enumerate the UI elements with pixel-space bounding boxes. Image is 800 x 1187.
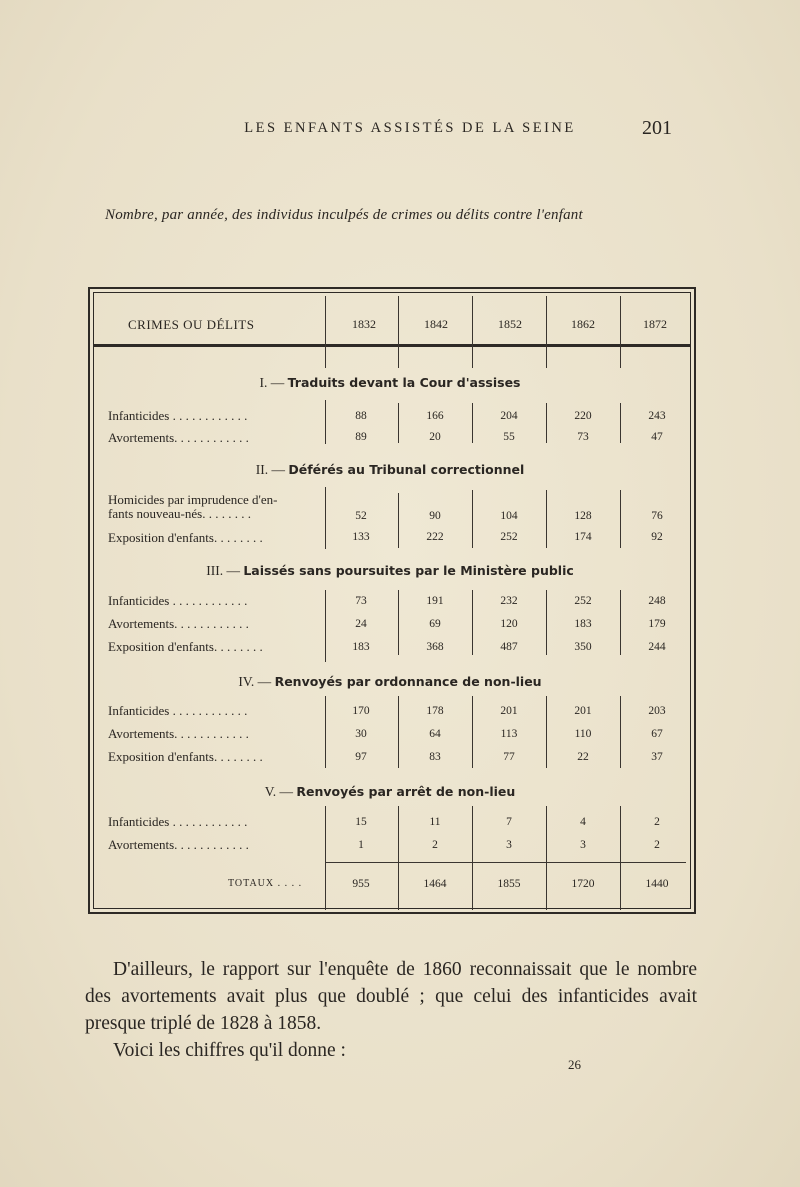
total-cell: 1855 [497,878,521,890]
header-year-1862: 1862 [571,317,595,331]
row-label-avortements-3: Avortements. . . . . . . . . . . . [108,616,249,631]
paragraph-rapport-enquete: D'ailleurs, le rapport sur l'enquête de 1860 reconnaissait que le nombre des avortements avait plus que doublé ; que celui des infanticides avait presque triplé de 1828 à 1858. [85,959,697,1034]
cell: 128 [574,510,592,522]
header-year-1852: 1852 [498,317,522,331]
cell: 97 [355,751,367,763]
cell: 243 [648,410,666,422]
cell: 104 [500,510,518,522]
row-label-homicides-line1: Homicides par imprudence d'en- [108,492,278,507]
cell: 2 [654,816,660,828]
cell: 170 [352,705,370,717]
cell: 76 [651,510,663,522]
cell: 73 [577,431,589,443]
header-year-1832: 1832 [352,317,376,331]
row-label-exposition-3: Exposition d'enfants. . . . . . . . [108,639,263,654]
page-number: 201 [642,117,672,139]
cell: 244 [648,641,666,653]
row-label-infanticides-1: Infanticides . . . . . . . . . . . . [108,408,248,423]
cell: 252 [574,595,592,607]
header-rule [94,344,690,347]
row-label-homicides: fants nouveau-nés. . . . . . . . [108,506,251,521]
cell: 350 [574,641,592,653]
row-label-infanticides-4: Infanticides . . . . . . . . . . . . [108,703,248,718]
total-cell: 1720 [571,878,595,890]
cell: 191 [426,595,444,607]
table-caption: Nombre, par année, des individus inculpés de crimes ou délits contre l'enfant [105,207,583,223]
cell: 183 [574,618,592,630]
cell: 4 [580,816,586,828]
cell: 248 [648,595,666,607]
cell: 92 [651,531,663,543]
cell: 201 [500,705,518,717]
cell: 47 [651,431,663,443]
header-year-1872: 1872 [643,317,667,331]
cell: 30 [355,728,367,740]
cell: 166 [426,410,444,422]
cell: 232 [500,595,518,607]
row-label-exposition-2: Exposition d'enfants. . . . . . . . [108,530,263,545]
cell: 220 [574,410,592,422]
header-year-1842: 1842 [424,317,448,331]
cell: 88 [355,410,367,422]
total-cell: 1440 [645,878,669,890]
cell: 69 [429,618,441,630]
cell: 2 [432,839,438,851]
cell: 15 [355,816,367,828]
cell: 120 [500,618,518,630]
cell: 24 [355,618,367,630]
cell: 368 [426,641,444,653]
cell: 11 [429,816,441,828]
section-title-laisses-sans-poursuites: III. — Laissés sans poursuites par le Ministère public [206,563,574,578]
running-head: LES ENFANTS ASSISTÉS DE LA SEINE [244,120,576,136]
cell: 201 [574,705,592,717]
section-title-ordonnance-non-lieu: IV. — Renvoyés par ordonnance de non-lieu [238,674,542,689]
cell: 1 [358,839,364,851]
cell: 55 [503,431,515,443]
cell: 64 [429,728,441,740]
cell: 3 [580,839,586,851]
cell: 203 [648,705,666,717]
cell: 183 [352,641,370,653]
cell: 487 [500,641,518,653]
row-label-infanticides-3: Infanticides . . . . . . . . . . . . [108,593,248,608]
section-title-cour-assises: I. — Traduits devant la Cour d'assises [259,375,521,390]
signature-mark: 26 [568,1057,581,1072]
totals-label: TOTAUX . . . . [228,878,303,889]
row-label-infanticides-5: Infanticides . . . . . . . . . . . . [108,814,248,829]
cell: 179 [648,618,666,630]
cell: 222 [426,531,444,543]
cell: 204 [500,410,518,422]
total-cell: 1464 [423,878,447,890]
cell: 113 [500,728,518,740]
cell: 178 [426,705,444,717]
total-cell: 955 [352,878,370,890]
paragraph-voici-les-chiffres: Voici les chiffres qu'il donne : [113,1040,346,1061]
cell: 174 [574,531,592,543]
row-label-exposition-4: Exposition d'enfants. . . . . . . . [108,749,263,764]
cell: 252 [500,531,518,543]
cell: 133 [352,531,370,543]
row-label-avortements-4: Avortements. . . . . . . . . . . . [108,726,249,741]
header-crimes-ou-delits: CRIMES OU DÉLITS [128,317,255,332]
cell: 37 [651,751,663,763]
cell: 22 [577,751,589,763]
cell: 89 [355,431,367,443]
cell: 83 [429,751,441,763]
row-label-avortements-1: Avortements. . . . . . . . . . . . [108,430,249,445]
cell: 7 [506,816,512,828]
cell: 3 [506,839,512,851]
cell: 90 [429,510,441,522]
cell: 73 [355,595,367,607]
cell: 110 [574,728,592,740]
cell: 67 [651,728,663,740]
cell: 2 [654,839,660,851]
cell: 20 [429,431,441,443]
row-label-avortements-5: Avortements. . . . . . . . . . . . [108,837,249,852]
cell: 77 [503,751,515,763]
totals-rule [326,862,686,863]
section-title-arret-non-lieu: V. — Renvoyés par arrêt de non-lieu [264,784,516,799]
section-title-tribunal-correctionnel: II. — Déférés au Tribunal correctionnel [255,462,525,477]
cell: 52 [355,510,367,522]
